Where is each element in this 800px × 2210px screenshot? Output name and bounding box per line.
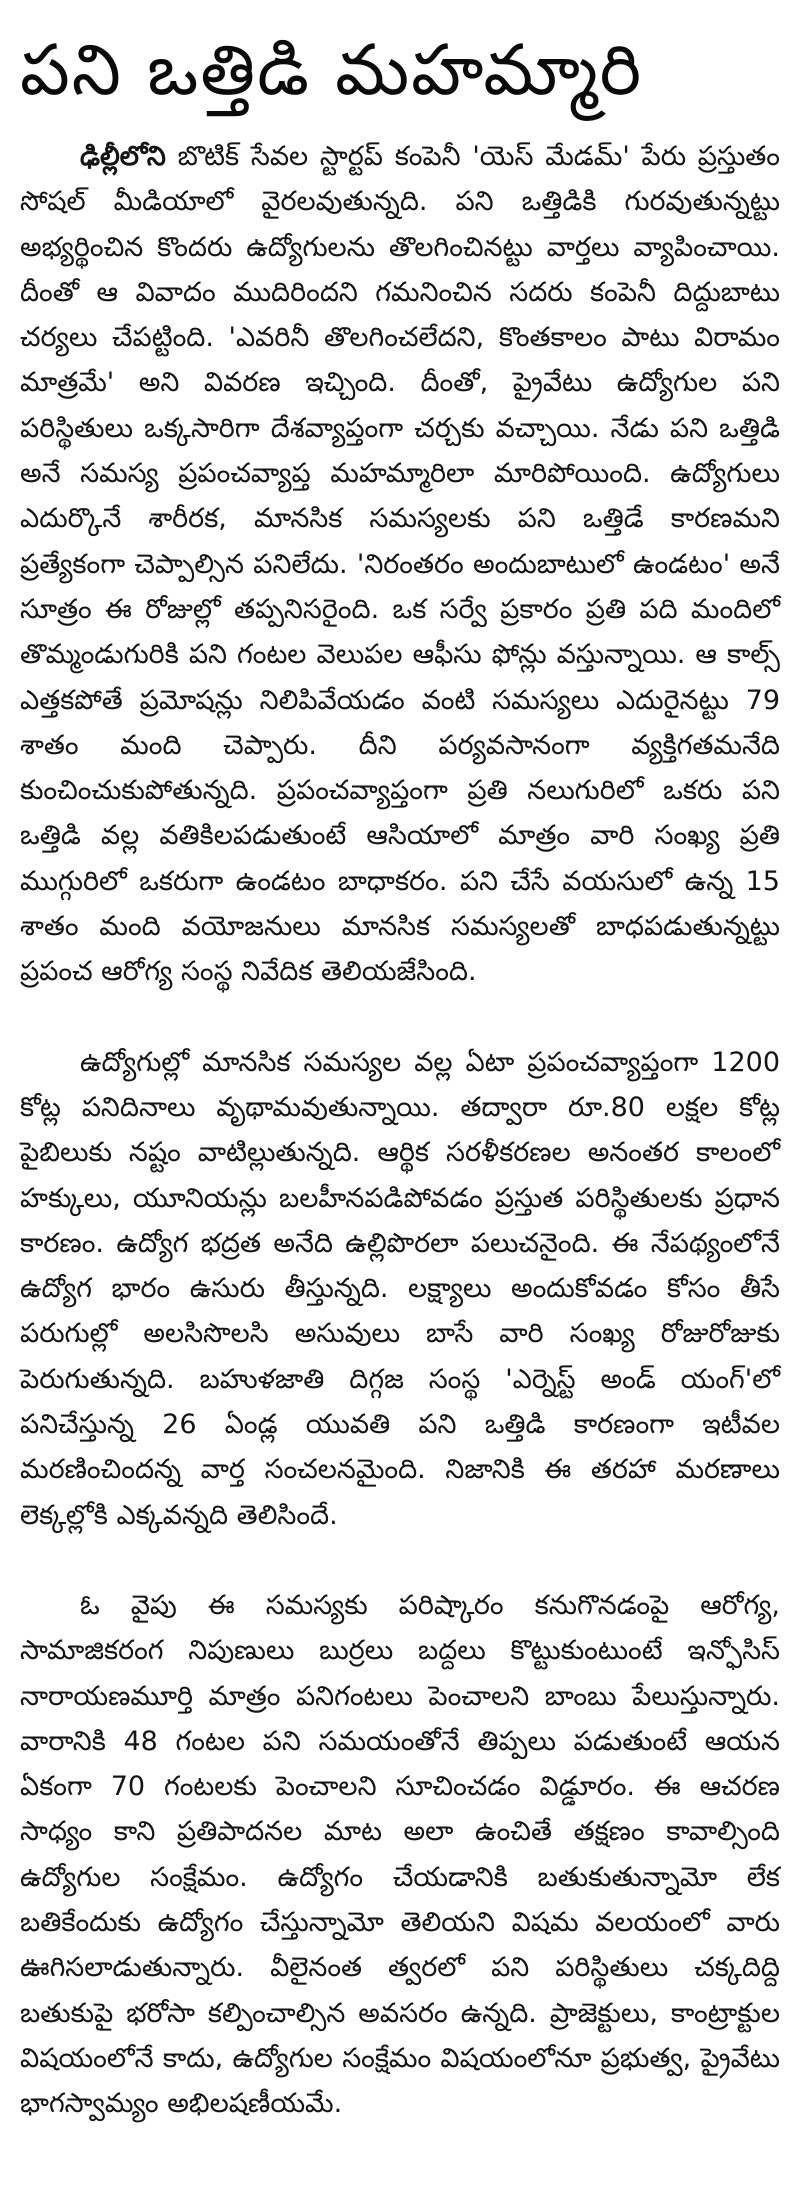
paragraph-body: బొటిక్ సేవల స్టార్టప్ కంపెనీ 'యెస్ మేడమ్' పేరు ప్రస్తుతం సోషల్ మీడియాలో వైరలవుతున్నది. పని ఒత్తిడికి గురవుతున్నట్టు అభ్యర్థించిన కొందరు ఉద్యోగులను తొలగించినట్టు వార్తలు వ్యాపించాయి. దీంతో ఆ వివాదం ముదిరిందని గమనించిన సదరు కంపెనీ దిద్దుబాటు చర్యలు చేపట్టింది. 'ఎవరినీ తొలగించలేదని, కొంతకాలం పాటు విరామం మాత్రమే' అని వివరణ ఇచ్చింది. దీంతో, ప్రైవేటు ఉద్యోగుల పని పరిస్థితులు ఒక్కసారిగా దేశవ్యాప్తంగా చర్చకు వచ్చాయి. నేడు పని ఒత్తిడి అనే సమస్య ప్రపంచవ్యాప్త మహమ్మారిలా మారిపోయింది. ఉద్యోగులు ఎదుర్కొనే శారీరక, మానసిక సమస్యలకు పని ఒత్తిడే కారణమని ప్రత్యేకంగా చెప్పాల్సిన పనిలేదు. 'నిరంతరం అందుబాటులో ఉండటం' అనే సూత్రం ఈ రోజుల్లో తప్పనిసరైంది. ఒక సర్వే ప్రకారం ప్రతి పది మందిలో తొమ్మండుగురికి పని గంటల వెలుపల ఆఫీసు ఫోన్లు వస్తున్నాయి. ఆ కాల్స్ ఎత్తకపోతే ప్రమోషన్లు నిలిపివేయడం వంటి సమస్యలు ఎదురైనట్టు 79 శాతం మంది చెప్పారు. దీని పర్యవసానంగా వ్యక్తిగతమనేది కుంచించుకుపోతున్నది. ప్రపంచవ్యాప్తంగా ప్రతి నలుగురిలో ఒకరు పని ఒత్తిడి వల్ల వతికిలపడుతుంటే ఆసియాలో మాత్రం వారి సంఖ్య ప్రతి ముగ్గురిలో ఒకరుగా ఉండటం బాధాకరం. పని చేసే వయసులో ఉన్న 15 శాతం మంది వయోజనులు మానసిక సమస్యలతో బాధపడుతున్నట్టు ప్రపంచ ఆరోగ్య సంస్థ నివేదిక తెలియజేసింది. xyxy=(20,141,780,988)
article-headline: పని ఒత్తిడి మహమ్మారి xyxy=(20,29,644,111)
paragraph-lead-word: ఢిల్లీలోని xyxy=(80,141,166,172)
paragraph-body: ఉద్యోగుల్లో మానసిక సమస్యల వల్ల ఏటా ప్రపంచవ్యాప్తంగా 1200 కోట్ల పనిదినాలు వృథామవుతున్నాయి. తద్వారా రూ.80 లక్షల కోట్ల పైబిలుకు నష్టం వాటిల్లుతున్నది. ఆర్థిక సరళీకరణల అనంతర కాలంలో హక్కులు, యూనియన్లు బలహీనపడిపోవడం ప్రస్తుత పరిస్థితులకు ప్రధాన కారణం. ఉద్యోగ భద్రత అనేది ఉల్లిపొరలా పలుచనైంది. ఈ నేపథ్యంలోనే ఉద్యోగ భారం ఉసురు తీస్తున్నది. లక్ష్యాలు అందుకోవడం కోసం తీసే పరుగుల్లో అలసిసొలసి అసువులు బాసే వారి సంఖ్య రోజురోజుకు పెరుగుతున్నది. బహుళజాతి దిగ్గజ సంస్థ 'ఎర్నెస్ట్ అండ్ యంగ్'లో పనిచేస్తున్న 26 ఏండ్ల యువతి పని ఒత్తిడి కారణంగా ఇటీవల మరణించిందన్న వార్త సంచలనమైంది. నిజానికి ఈ తరహా మరణాలు లెక్కల్లోకి ఎక్కవన్నది తెలిసిందే. xyxy=(20,1046,780,1531)
article-paragraph-1 xyxy=(20,134,780,995)
paragraph-body: ఓ వైపు ఈ సమస్యకు పరిష్కారం కనుగొనడంపై ఆరోగ్య, సామాజికరంగ నిపుణులు బుర్రలు బద్దలు కొట్టుకుంటుంటే ఇన్ఫోసిస్ నారాయణమూర్తి మాత్రం పనిగంటలు పెంచాలని బాంబు పేలుస్తున్నారు. వారానికి 48 గంటల పని సమయంతోనే తిప్పలు పడుతుంటే ఆయన ఏకంగా 70 గంటలకు పెంచాలని సూచించడం విడ్డూరం. ఈ ఆచరణ సాధ్యం కాని ప్రతిపాదనల మాట అలా ఉంచితే తక్షణం కావాల్సింది ఉద్యోగుల సంక్షేమం. ఉద్యోగం చేయడానికి బతుకుతున్నామో లేక బతికేందుకు ఉద్యోగం చేస్తున్నామో తెలియని విషమ వలయంలో వారు ఊగిసలాడుతున్నారు. వీలైనంత త్వరలో పని పరిస్థితులు చక్కదిద్ది బతుకుపై భరోసా కల్పించాల్సిన అవసరం ఉన్నది. ప్రాజెక్టులు, కాంట్రాక్టుల విషయంలోనే కాదు, ఉద్యోగుల సంక్షేమం విషయంలోనూ ప్రభుత్వ, ప్రైవేటు భాగస్వామ్యం అభిలషణీయమే. xyxy=(20,1589,780,2120)
article-paragraph-2 xyxy=(20,1040,780,1538)
article-paragraph-3 xyxy=(20,1583,780,2127)
